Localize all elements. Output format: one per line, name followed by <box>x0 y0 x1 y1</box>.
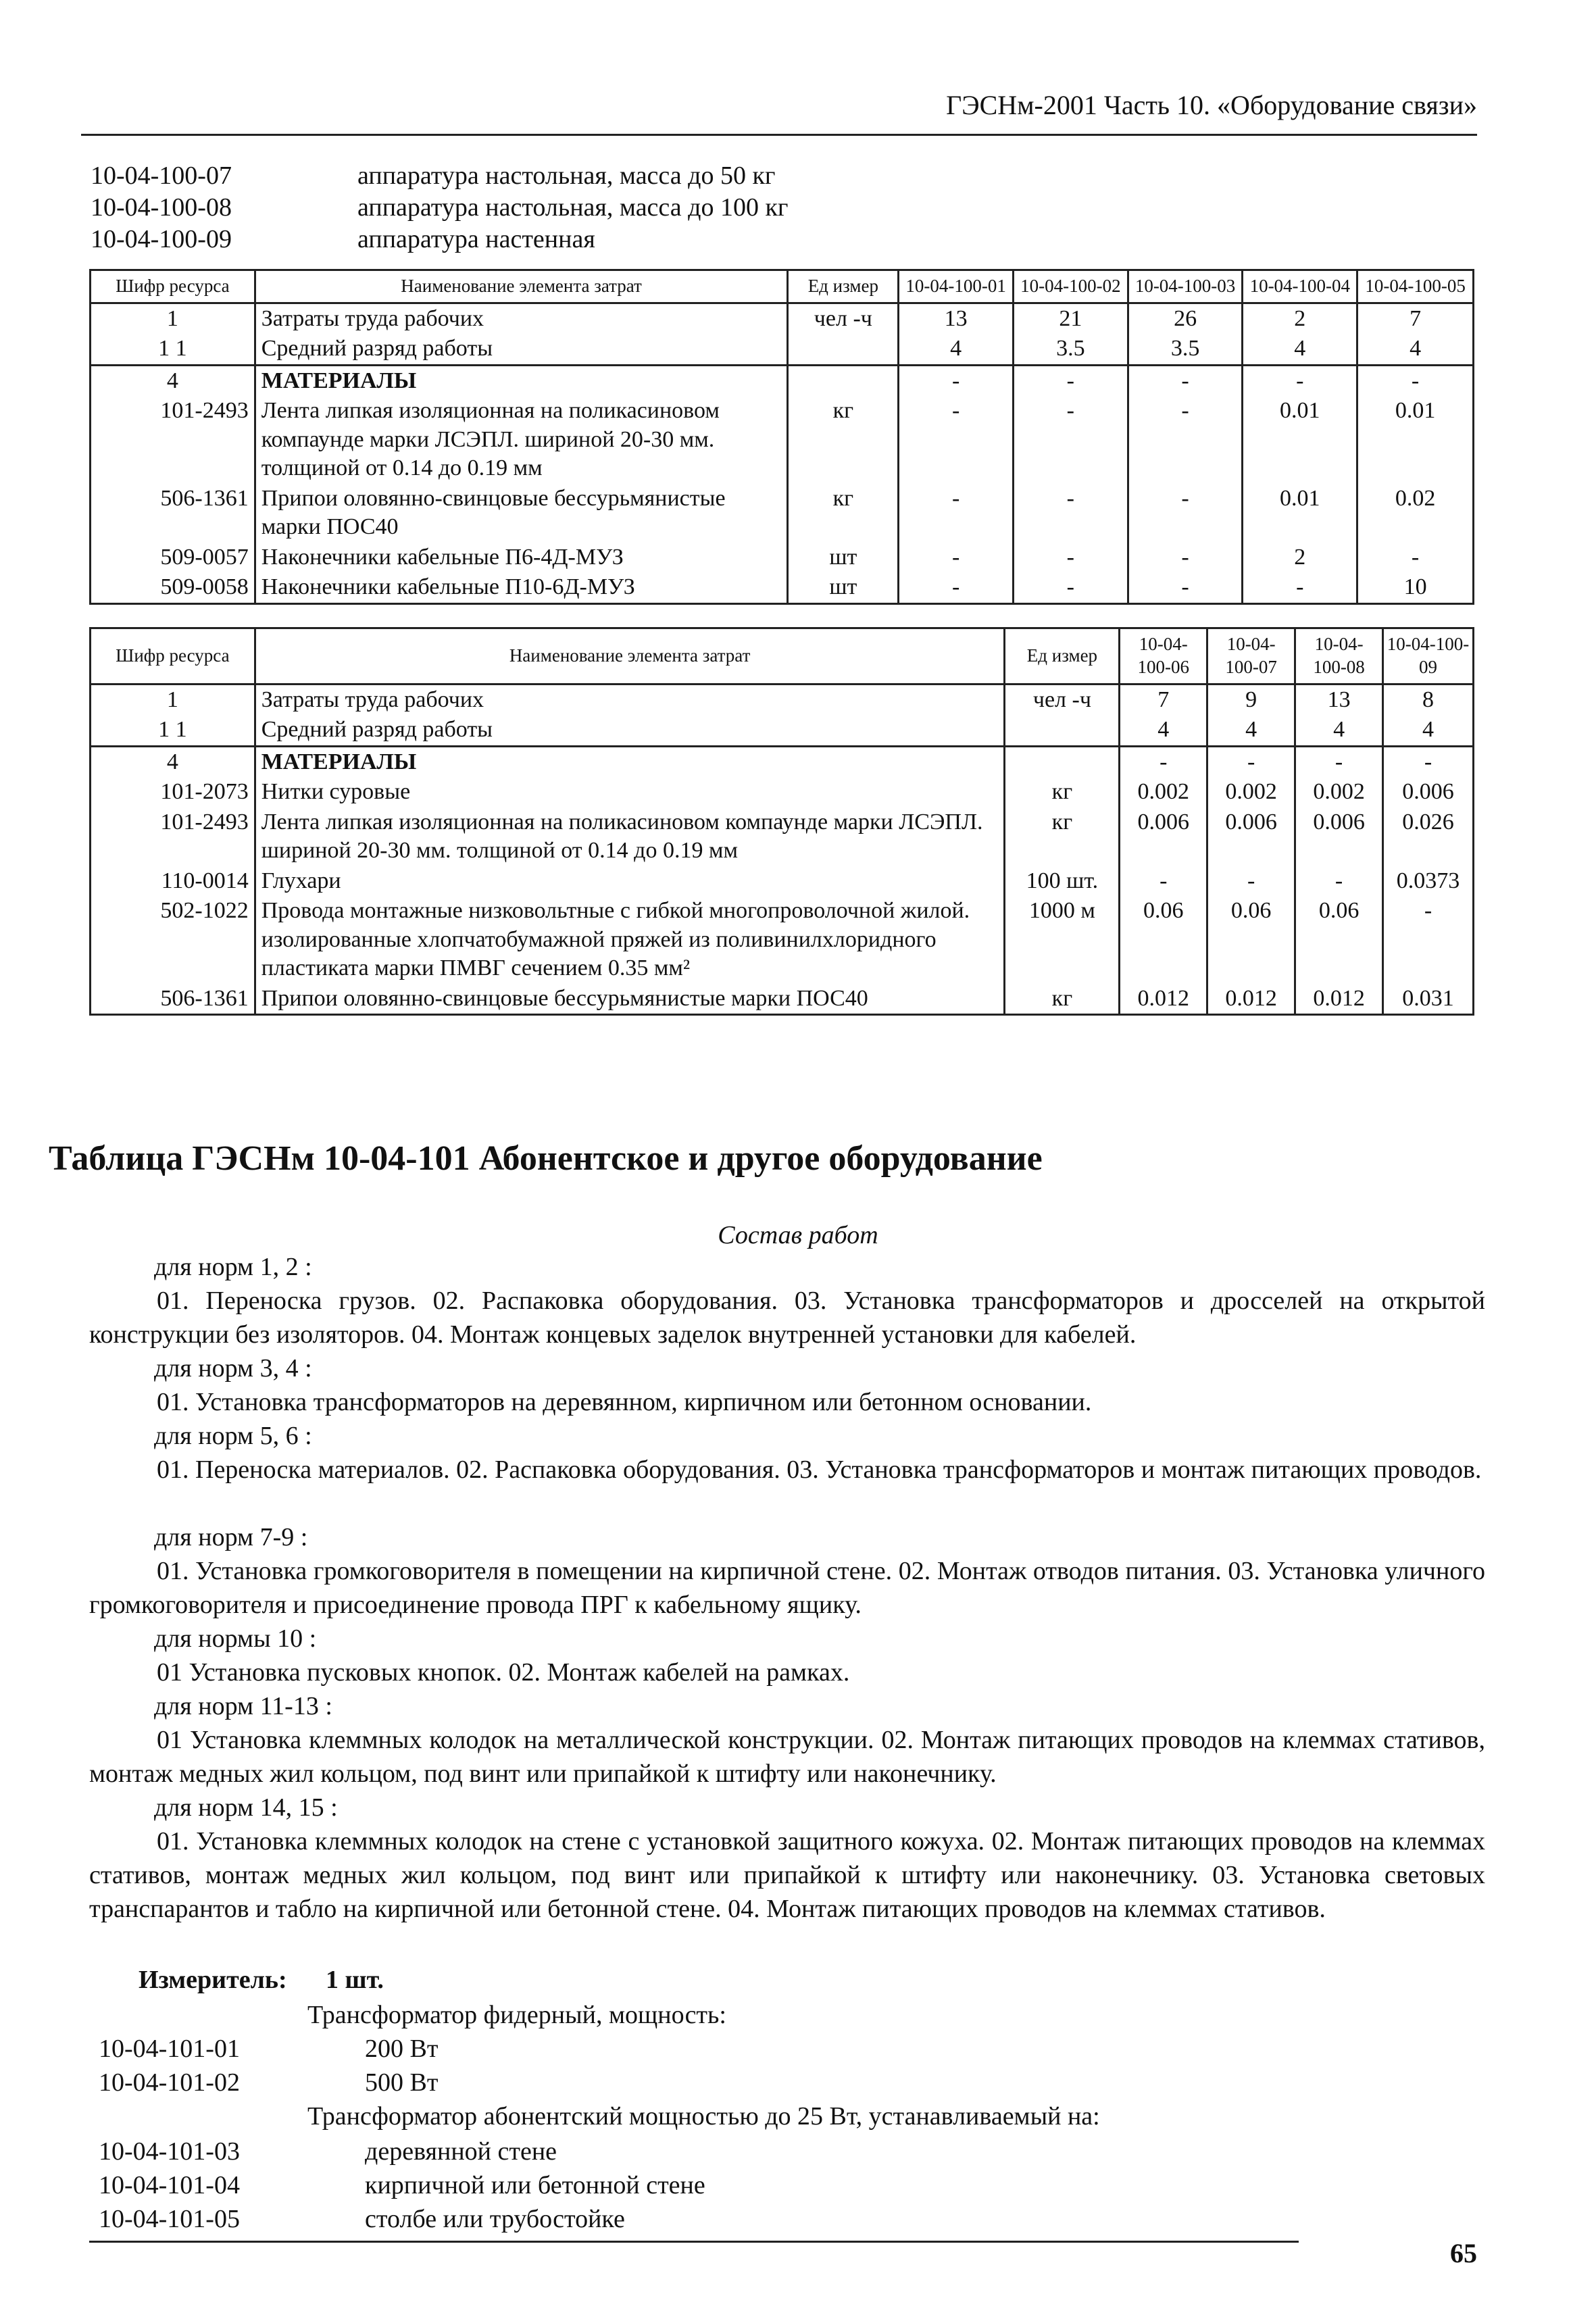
cell-unit: кг <box>788 484 899 543</box>
cell-value: 0.006 <box>1207 807 1295 866</box>
norm-group-text: 01. Переноска материалов. 02. Распаковка оборудования. 03. Установка трансформаторов и монтаж питающих проводов. <box>157 1455 1482 1484</box>
code-description: столбе или трубостойке <box>365 2205 625 2233</box>
code-description: 500 Вт <box>365 2068 439 2097</box>
norm-group-label: для норм 7-9 : <box>154 1523 308 1551</box>
cell-code: 1 1 <box>91 715 255 746</box>
cell-unit <box>788 334 899 365</box>
cell-value: - <box>1128 543 1243 573</box>
cell-value: 0.006 <box>1383 777 1474 807</box>
code-description: 200 Вт <box>365 2035 439 2063</box>
cell-value: - <box>1013 396 1128 484</box>
cell-value: 7 <box>1357 303 1474 334</box>
cell-value: - <box>1295 866 1383 897</box>
norm-group-label: для нормы 10 : <box>154 1624 317 1653</box>
norm-group-label: для норм 3, 4 : <box>154 1354 312 1383</box>
list-heading: Трансформатор фидерный, мощность: <box>307 2001 726 2029</box>
table-row <box>91 896 1474 984</box>
cell-value: 4 <box>899 334 1014 365</box>
cell-value: 0.006 <box>1295 807 1383 866</box>
cell-name: Затраты труда рабочих <box>255 684 1005 715</box>
cell-code: 1 1 <box>91 334 255 365</box>
cell-code: 1 <box>91 684 255 715</box>
resource-table-2 <box>89 627 1474 1016</box>
cell-value: 0.02 <box>1357 484 1474 543</box>
code-description: аппаратура настольная, масса до 100 кг <box>357 193 789 222</box>
cell-name: МАТЕРИАЛЫ <box>255 365 788 396</box>
cell-unit: кг <box>1005 807 1120 866</box>
table-header-row <box>91 270 1474 303</box>
table-row <box>91 777 1474 807</box>
code: 10-04-100-09 <box>91 225 232 253</box>
cell-value: 10 <box>1357 572 1474 603</box>
cell-code: 509-0057 <box>91 543 255 573</box>
cell-unit <box>1005 715 1120 746</box>
cell-unit: чел -ч <box>1005 684 1120 715</box>
cell-value: - <box>899 396 1014 484</box>
cell-value: - <box>1383 896 1474 984</box>
table-row <box>91 746 1474 777</box>
cell-value: 9 <box>1207 684 1295 715</box>
cell-value: - <box>1207 866 1295 897</box>
code: 10-04-101-03 <box>99 2137 240 2166</box>
cell-value: 4 <box>1295 715 1383 746</box>
cell-value: - <box>1383 746 1474 777</box>
cell-name: МАТЕРИАЛЫ <box>255 746 1005 777</box>
cell-value: - <box>1128 572 1243 603</box>
column-header: Шифр ресурса <box>91 270 255 303</box>
cell-value: 26 <box>1128 303 1243 334</box>
cell-name: Средний разряд работы <box>255 334 788 365</box>
cell-value: 7 <box>1120 684 1207 715</box>
code: 10-04-101-04 <box>99 2171 240 2199</box>
table-row <box>91 334 1474 365</box>
cell-value: 0.002 <box>1295 777 1383 807</box>
norm-group-text: 01. Переноска грузов. 02. Распаковка оборудования. 03. Установка трансформаторов и дросселей на открытой конструкции без изоляторов. 04. Монтаж концевых заделок внутренней установки для кабелей. <box>89 1287 1485 1349</box>
norm-group-label: для норм 11-13 : <box>154 1692 332 1720</box>
table-row <box>91 543 1474 573</box>
norm-group-label: для норм 5, 6 : <box>154 1422 312 1450</box>
cell-value: - <box>1295 746 1383 777</box>
column-header: 10-04-100-04 <box>1243 270 1357 303</box>
cell-value: 13 <box>899 303 1014 334</box>
column-header: 10-04-100-03 <box>1128 270 1243 303</box>
code-description: аппаратура настольная, масса до 50 кг <box>357 161 776 190</box>
column-header: Наименование элемента затрат <box>255 628 1005 684</box>
column-header: Шифр ресурса <box>91 628 255 684</box>
section-title: Таблица ГЭСНм 10-04-101 Абонентское и другое оборудование <box>49 1139 1043 1178</box>
norm-group-label: для норм 14, 15 : <box>154 1793 338 1822</box>
measure-value: 1 шт. <box>326 1966 384 1994</box>
cell-value: - <box>1128 396 1243 484</box>
cell-value: - <box>1120 866 1207 897</box>
cell-value: - <box>899 365 1014 396</box>
cell-unit <box>1005 746 1120 777</box>
cell-value: 3.5 <box>1013 334 1128 365</box>
cell-value: 0.006 <box>1120 807 1207 866</box>
cell-value: 0.031 <box>1383 984 1474 1015</box>
table-row <box>91 365 1474 396</box>
table-row <box>91 807 1474 866</box>
column-header: 10-04-100-02 <box>1013 270 1128 303</box>
cell-name: Припои оловянно-свинцовые бессурьмянистые марки ПОС40 <box>255 984 1005 1015</box>
column-header: 10-04-100-06 <box>1120 628 1207 684</box>
table-row <box>91 684 1474 715</box>
cell-code: 502-1022 <box>91 896 255 984</box>
cell-code: 4 <box>91 746 255 777</box>
measure-label: Измеритель: <box>139 1966 287 1994</box>
table-row <box>91 572 1474 603</box>
cell-value: 2 <box>1243 543 1357 573</box>
cell-value: - <box>899 572 1014 603</box>
cell-value: 8 <box>1383 684 1474 715</box>
cell-value: 0.002 <box>1120 777 1207 807</box>
cell-code: 101-2493 <box>91 396 255 484</box>
column-header: Наименование элемента затрат <box>255 270 788 303</box>
cell-value: - <box>1128 365 1243 396</box>
cell-value: 0.06 <box>1295 896 1383 984</box>
code: 10-04-101-01 <box>99 2035 240 2063</box>
code-description: аппаратура настенная <box>357 225 595 253</box>
cell-value: 0.026 <box>1383 807 1474 866</box>
cell-name: Лента липкая изоляционная на поликасиновом компаунде марки ЛСЭПЛ. шириной 20-30 мм. толщиной от 0.14 до 0.19 мм <box>255 807 1005 866</box>
cell-value: 4 <box>1243 334 1357 365</box>
norm-group-text: 01 Установка клеммных колодок на металлической конструкции. 02. Монтаж питающих проводов на клеммах стативов, монтаж медных жил кольцом, под винт или припайкой к штифту или наконечнику. <box>89 1726 1485 1788</box>
cell-code: 506-1361 <box>91 484 255 543</box>
code: 10-04-100-07 <box>91 161 232 190</box>
cell-code: 4 <box>91 365 255 396</box>
cell-unit: шт <box>788 543 899 573</box>
cell-value: - <box>1128 484 1243 543</box>
cell-value: 4 <box>1120 715 1207 746</box>
table-row <box>91 303 1474 334</box>
cell-name: Наконечники кабельные П10-6Д-МУЗ <box>255 572 788 603</box>
table-row <box>91 715 1474 746</box>
table-row <box>91 984 1474 1015</box>
cell-value: 0.06 <box>1120 896 1207 984</box>
cell-unit: кг <box>1005 777 1120 807</box>
cell-value: 0.0373 <box>1383 866 1474 897</box>
code: 10-04-101-02 <box>99 2068 240 2097</box>
column-header: 10-04-100-01 <box>899 270 1014 303</box>
cell-value: 0.012 <box>1120 984 1207 1015</box>
section-subtitle: Состав работ <box>718 1221 878 1249</box>
cell-code: 110-0014 <box>91 866 255 897</box>
cell-code: 509-0058 <box>91 572 255 603</box>
cell-value: 4 <box>1357 334 1474 365</box>
norm-group-text: 01. Установка громкоговорителя в помещении на кирпичной стене. 02. Монтаж отводов питания. 03. Установка уличного громкоговорителя и присоединение провода ПРГ к кабельному ящику. <box>89 1557 1485 1619</box>
cell-value: 0.012 <box>1207 984 1295 1015</box>
cell-name: Припои оловянно-свинцовые бессурьмянистые марки ПОС40 <box>255 484 788 543</box>
column-header: 10-04-100-09 <box>1383 628 1474 684</box>
cell-value: - <box>1357 543 1474 573</box>
running-header: ГЭСНм-2001 Часть 10. «Оборудование связи» <box>946 90 1477 120</box>
column-header: 10-04-100-05 <box>1357 270 1474 303</box>
norm-group-label: для норм 1, 2 : <box>154 1253 312 1281</box>
cell-code: 506-1361 <box>91 984 255 1015</box>
cell-value: 4 <box>1207 715 1295 746</box>
table-row <box>91 396 1474 484</box>
code-description: деревянной стене <box>365 2137 557 2166</box>
cell-value: 0.012 <box>1295 984 1383 1015</box>
code: 10-04-100-08 <box>91 193 232 222</box>
column-header: 10-04-100-07 <box>1207 628 1295 684</box>
code: 10-04-101-05 <box>99 2205 240 2233</box>
cell-code: 101-2073 <box>91 777 255 807</box>
cell-name: Провода монтажные низковольтные с гибкой многопроволочной жилой. изолированные хлопчатобумажной пряжей из поливинилхлоридного пластиката марки ПМВГ сечением 0.35 мм² <box>255 896 1005 984</box>
cell-value: - <box>1120 746 1207 777</box>
table-row <box>91 484 1474 543</box>
norm-group-text: 01 Установка пусковых кнопок. 02. Монтаж кабелей на рамках. <box>157 1658 850 1687</box>
cell-value: - <box>1243 365 1357 396</box>
page-number: 65 <box>1450 2238 1477 2268</box>
cell-value: 21 <box>1013 303 1128 334</box>
cell-value: - <box>899 484 1014 543</box>
cell-code: 101-2493 <box>91 807 255 866</box>
cell-value: 2 <box>1243 303 1357 334</box>
table-header-row <box>91 628 1474 684</box>
header-rule <box>81 134 1477 136</box>
cell-value: 0.06 <box>1207 896 1295 984</box>
cell-value: - <box>1013 365 1128 396</box>
cell-unit: 100 шт. <box>1005 866 1120 897</box>
cell-unit: кг <box>1005 984 1120 1015</box>
cell-value: 3.5 <box>1128 334 1243 365</box>
cell-value: 0.01 <box>1357 396 1474 484</box>
cell-value: 0.01 <box>1243 396 1357 484</box>
column-header: Ед измер <box>1005 628 1120 684</box>
list-heading: Трансформатор абонентский мощностью до 25 Вт, устанавливаемый на: <box>307 2102 1100 2131</box>
cell-name: Глухари <box>255 866 1005 897</box>
norm-group-text: 01. Установка клеммных колодок на стене с установкой защитного кожуха. 02. Монтаж питающих проводов на клеммах стативов, монтаж медных жил кольцом, под винт или припайкой к штифту или наконечнику. 03. Установка световых транспарантов и табло на кирпичной или бетонной стене. 04. Монтаж питающих проводов на клеммах стативов. <box>89 1827 1485 1923</box>
cell-value: - <box>1357 365 1474 396</box>
cell-name: Нитки суровые <box>255 777 1005 807</box>
cell-unit <box>788 365 899 396</box>
norm-group-text: 01. Установка трансформаторов на деревянном, кирпичном или бетонном основании. <box>157 1388 1092 1416</box>
cell-unit: чел -ч <box>788 303 899 334</box>
cell-value: - <box>1013 484 1128 543</box>
cell-unit: 1000 м <box>1005 896 1120 984</box>
cell-value: 0.01 <box>1243 484 1357 543</box>
cell-value: - <box>1013 543 1128 573</box>
cell-value: 4 <box>1383 715 1474 746</box>
cell-value: - <box>1207 746 1295 777</box>
cell-value: 0.002 <box>1207 777 1295 807</box>
footer-rule <box>89 2241 1299 2243</box>
cell-name: Наконечники кабельные П6-4Д-МУЗ <box>255 543 788 573</box>
column-header: 10-04-100-08 <box>1295 628 1383 684</box>
cell-value: - <box>1243 572 1357 603</box>
cell-value: - <box>899 543 1014 573</box>
cell-unit: шт <box>788 572 899 603</box>
cell-unit: кг <box>788 396 899 484</box>
cell-value: - <box>1013 572 1128 603</box>
table-row <box>91 866 1474 897</box>
cell-code: 1 <box>91 303 255 334</box>
cell-name: Средний разряд работы <box>255 715 1005 746</box>
code-description: кирпичной или бетонной стене <box>365 2171 705 2199</box>
cell-name: Лента липкая изоляционная на поликасиновом компаунде марки ЛСЭПЛ. шириной 20-30 мм. толщиной от 0.14 до 0.19 мм <box>255 396 788 484</box>
cell-value: 13 <box>1295 684 1383 715</box>
cell-name: Затраты труда рабочих <box>255 303 788 334</box>
resource-table-1 <box>89 269 1474 605</box>
column-header: Ед измер <box>788 270 899 303</box>
